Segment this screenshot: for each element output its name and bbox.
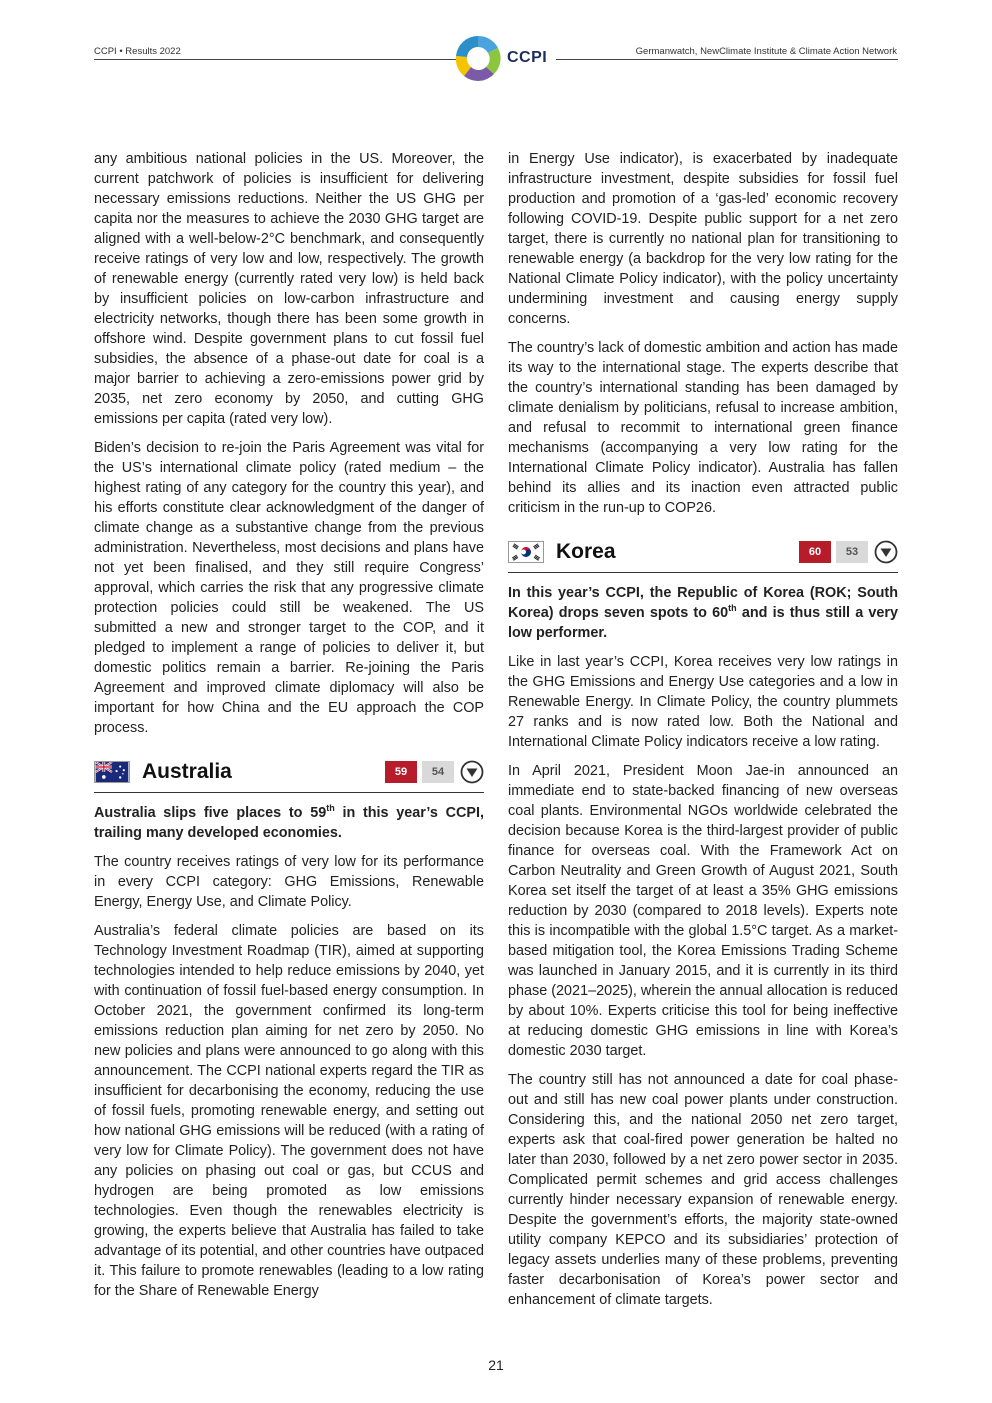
left-column <box>94 149 484 1310</box>
australia-paragraph-3: in Energy Use indicator), is exacerbated by inadequate infrastructure investment, despite subsidies for fossil fuel production and promotion of a ‘gas-led’ economic recovery following COVID-19. Despite public support for a net zero target, there is currently no national plan for transitioning to renewable energy (a backdrop for the very low rating for the National Climate Policy indicator), with the policy uncertainty undermining investment and causing energy supply concerns. <box>508 151 898 327</box>
australia-lead <box>94 803 484 843</box>
korea-rank-current: 60 <box>799 541 831 563</box>
header-right: Germanwatch, NewClimate Institute & Climate Action Network <box>635 46 897 57</box>
header-rule-left <box>94 59 458 60</box>
logo-text: CCPI <box>507 49 548 66</box>
header-left: CCPI • Results 2022 <box>94 46 181 57</box>
page-number: 21 <box>488 1357 504 1373</box>
korea-lead-sup: th <box>728 603 737 614</box>
australia-name: Australia <box>142 760 232 783</box>
right-column <box>508 149 898 1319</box>
korea-heading <box>508 532 898 573</box>
australia-paragraph-2: Australia’s federal climate policies are based on its Technology Investment Roadmap (TIR), aimed at supporting technologies intended to help reduce emissions by 2040, yet with continuation of fossil fuel-based energy consumption. In October 2021, the government confirmed its long-term emissions reduction plan aiming for net zero by 2050. No new policies and plans were announced to go along with this announcement. The CCPI national experts regard the TIR as insufficient for decarbonising the economy, reducing the use of fossil fuels, promoting renewable energy, and setting out how national GHG emissions will be reduced (with a rating of very low for Climate Policy). The government does not have any policies on phasing out coal or gas, but CCUS and hydrogen are being promoted as low emissions technologies. Even though the renewables electricity is growing, the experts believe that Australia has failed to take advantage of its potential, and other countries have outpaced it. This failure to promote renewables (leading to a low rating for the Share of Renewable Energy <box>94 923 484 1299</box>
korea-paragraph-1: Like in last year’s CCPI, Korea receives very low ratings in the GHG Emissions and Energy Use categories and a low in Renewable Energy. In Climate Policy, the country plummets 27 ranks and is now rated low. Both the National and International Climate Policy indicators receive a low rating. <box>508 654 898 750</box>
korea-flag-icon <box>508 541 544 563</box>
korea-paragraph-2: In April 2021, President Moon Jae-in announced an immediate end to state-backed financing of new overseas coal plants. Environmental NGOs worldwide celebrated the decision because Korea is the third-largest provider of public finance for overseas coal. With the Framework Act on Carbon Neutrality and Green Growth of August 2021, South Korea set itself the target of at least a 35% GHG emissions reduction by 2030 (compared to 2018 levels). Experts note this is incompatible with the global 1.5°C target. As a market-based mitigation tool, the Korea Emissions Trading Scheme was launched in January 2015, and it is currently in its third phase (2021–2025), wherein the annual allocation is reduced by about 10%. Experts criticise this tool for being ineffective at reducing domestic GHG emissions in line with Korea’s domestic 2030 target. <box>508 763 898 1059</box>
trend-down-icon <box>460 760 484 784</box>
australia-lead-sup: th <box>326 803 335 814</box>
australia-paragraph-1: The country receives ratings of very low for its performance in every CCPI category: GHG Emissions, Renewable Energy, Energy Use, and Climate Policy. <box>94 854 484 910</box>
australia-heading <box>94 752 484 793</box>
header-rule-right <box>556 59 898 60</box>
us-paragraph-2: Biden’s decision to re-join the Paris Agreement was vital for the US’s international climate policy (rated medium – the highest rating of any category for the country this year), and his efforts constitute clear acknowledgment of the danger of climate change as a substantive change from the previous administration. Nevertheless, most decisions and plans have not yet been finalised, and they still require Congress’ approval, which carries the risk that any progressive climate protection policies could still be weakened. The US submitted a new and stronger target to the COP, and it pledged to implement a range of policies to deliver it, but domestic politics remain a barrier. Re-joining the Paris Agreement and improved climate diplomacy will also be important for how China and the EU approach the COP process. <box>94 440 484 736</box>
australia-flag-icon <box>94 761 130 783</box>
korea-rank-previous: 53 <box>836 541 868 563</box>
korea-lead <box>508 583 898 643</box>
ccpi-logo-icon <box>452 32 504 84</box>
korea-paragraph-3: The country still has not announced a date for coal phase-out and still has new coal power plants under construction. Considering this, and the national 2050 net zero target, experts ask that coal-fired power generation be halted no later than 2030, followed by a net zero power sector in 2035. Complicated permit schemes and grid access challenges currently hinder necessary expansion of renewable energy. Despite the government’s efforts, the majority state-owned utility company KEPCO and its subsidiaries’ protection of legacy assets underlies many of these problems, preventing faster decarbonisation of Korea’s power sector and enhancement of climate targets. <box>508 1072 898 1308</box>
australia-rank-current: 59 <box>385 761 417 783</box>
australia-paragraph-4: The country’s lack of domestic ambition and action has made its way to the international stage. The experts describe that the country’s international standing has been damaged by climate denialism by politicians, refusal to increase ambition, and refusal to recommit to international green finance mechanisms (accompanying a very low rating for the International Climate Policy indicator). Australia has fallen behind its allies and its inaction even attracted public criticism in the run-up to COP26. <box>508 340 898 516</box>
korea-name: Korea <box>556 540 616 563</box>
korea-lead-part2: and is thus still a very low performer. <box>508 605 899 641</box>
australia-rank-previous: 54 <box>422 761 454 783</box>
trend-down-icon <box>874 540 898 564</box>
us-paragraph-1: any ambitious national policies in the US. Moreover, the current patchwork of policies is insufficient for delivering necessary emissions reductions. Neither the US GHG per capita nor the measures to achieve the 2030 GHG target are aligned with a well-below-2°C benchmark, and consequently receive ratings of very low and low, respectively. The growth of renewable energy (currently rated very low) is held back by insufficient policies on low-carbon infrastructure and electricity networks, though there has been some growth in offshore wind. Despite government plans to cut fossil fuel subsidies, the absence of a phase-out date for coal is a major barrier to achieving a zero-emissions power grid by 2035, net zero economy by 2050, and cutting GHG emissions per capita (rated very low). <box>94 151 484 427</box>
korea-lead-part1: In this year’s CCPI, the Republic of Korea (ROK; South Korea) drops seven spots to 60 <box>508 585 898 621</box>
australia-lead-part2: in this year’s CCPI, trailing many developed economies. <box>94 805 484 841</box>
australia-lead-part1: Australia slips five places to 59 <box>94 805 327 821</box>
